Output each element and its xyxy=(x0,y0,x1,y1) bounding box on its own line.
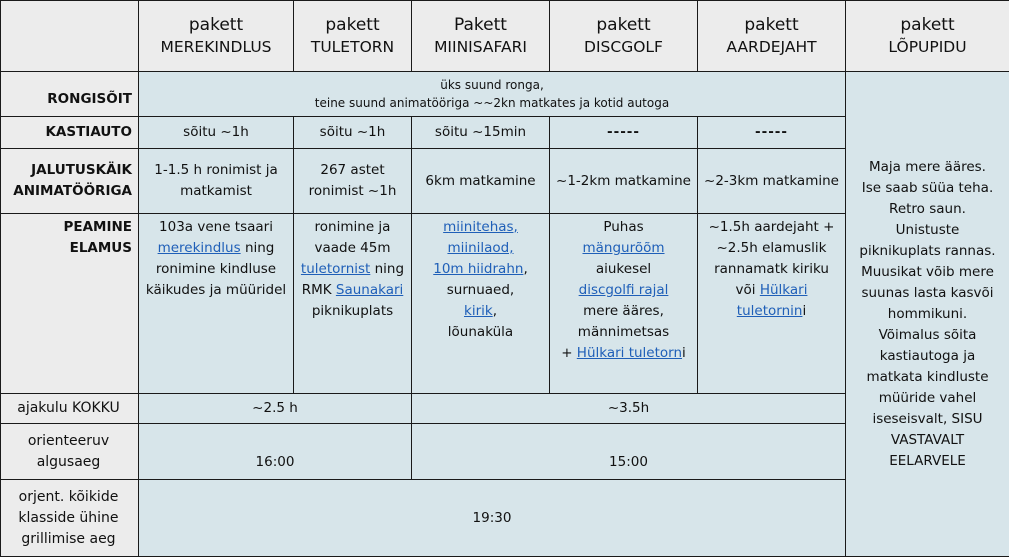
label-orienteeruv-algusaeg: orienteeruv algusaeg xyxy=(1,424,139,480)
jalutuskaik-tuletorn: 267 astet ronimist ~1h xyxy=(294,149,412,214)
kastiauto-discgolf: ----- xyxy=(550,117,698,149)
header-lopupidu: pakett LÕPUPIDU xyxy=(846,1,1009,72)
algusaeg-value-2: 15:00 xyxy=(412,424,846,480)
grillimise-aeg-value: 19:30 xyxy=(139,480,846,557)
link-miinitehas[interactable]: miinitehas, xyxy=(443,219,518,235)
header-merekindlus: pakett MEREKINDLUS xyxy=(139,1,294,72)
kastiauto-tuletorn: sõitu ~1h xyxy=(294,117,412,149)
lopupidu-description: Maja mere ääres. Ise saab süüa teha. Retro saun. Unistuste piknikuplats rannas. Muusikat võib mere suunas lasta kasvõi hommikuni. Võimalus sõita kastiautoga ja matkata kindluste müüride vahel iseseisvalt, SISU VASTAVALT EELARVELE xyxy=(846,72,1009,557)
link-mangurõõm[interactable]: mängurõõm xyxy=(582,240,664,256)
label-grillimise-aeg: orjent. kõikide klasside ühine grillimise aeg xyxy=(1,480,139,557)
elamus-aardejaht: ~1.5h aardejaht + ~2.5h elamuslik rannamatk kiriku või Hülkari tuletornini xyxy=(698,214,846,394)
header-discgolf: pakett DISCGOLF xyxy=(550,1,698,72)
jalutuskaik-miinisafari: 6km matkamine xyxy=(412,149,550,214)
elamus-miinisafari: miinitehas, miinilaod, 10m hiidrahn, surnuaed, kirik, lõunaküla xyxy=(412,214,550,394)
rongisoit-value: üks suund ronga, teine suund animatööriga ~~2kn matkates ja kotid autoga xyxy=(139,72,846,117)
link-hulkari-tuletorn[interactable]: Hülkari tuletorn xyxy=(577,345,682,361)
label-kastiauto: KASTIAUTO xyxy=(1,117,139,149)
row-rongisoit xyxy=(1,72,1009,117)
label-peamine-elamus: PEAMINE ELAMUS xyxy=(1,214,139,394)
link-hulkari-tuletornini[interactable]: Hülkari tuletornin xyxy=(737,282,808,319)
corner-cell xyxy=(1,1,139,72)
link-saunakari[interactable]: Saunakari xyxy=(336,282,403,298)
kastiauto-merekindlus: sõitu ~1h xyxy=(139,117,294,149)
header-tuletorn: pakett TULETORN xyxy=(294,1,412,72)
algusaeg-value-1: 16:00 xyxy=(139,424,412,480)
link-hiidrahn[interactable]: 10m hiidrahn xyxy=(433,261,523,277)
jalutuskaik-discgolf: ~1-2km matkamine xyxy=(550,149,698,214)
kastiauto-aardejaht: ----- xyxy=(698,117,846,149)
link-kirik[interactable]: kirik xyxy=(464,303,493,319)
header-aardejaht: pakett AARDEJAHT xyxy=(698,1,846,72)
elamus-tuletorn: ronimine ja vaade 45m tuletornist ning RMK Saunakari piknikuplats xyxy=(294,214,412,394)
label-rongisoit: RONGISÕIT xyxy=(1,72,139,117)
label-jalutuskaik: JALUTUSKÄIK ANIMATÖÖRIGA xyxy=(1,149,139,214)
link-tuletornist[interactable]: tuletornist xyxy=(301,261,370,277)
header-miinisafari: Pakett MIINISAFARI xyxy=(412,1,550,72)
link-discgolfi-rajal[interactable]: discgolfi rajal xyxy=(579,282,669,298)
elamus-discgolf: Puhas mängurõõm aiukesel discgolfi rajal mere ääres, männimetsas + Hülkari tuletorni xyxy=(550,214,698,394)
ajakulu-value-1: ~2.5 h xyxy=(139,394,412,424)
label-ajakulu: ajakulu KOKKU xyxy=(1,394,139,424)
kastiauto-miinisafari: sõitu ~15min xyxy=(412,117,550,149)
ajakulu-value-2: ~3.5h xyxy=(412,394,846,424)
header-row xyxy=(1,1,1009,72)
jalutuskaik-aardejaht: ~2-3km matkamine xyxy=(698,149,846,214)
link-miinilaod[interactable]: miinilaod, xyxy=(447,240,513,256)
jalutuskaik-merekindlus: 1-1.5 h ronimist ja matkamist xyxy=(139,149,294,214)
elamus-merekindlus: 103a vene tsaari merekindlus ning ronimine kindluse käikudes ja müüridel xyxy=(139,214,294,394)
link-merekindlus[interactable]: merekindlus xyxy=(158,240,241,256)
